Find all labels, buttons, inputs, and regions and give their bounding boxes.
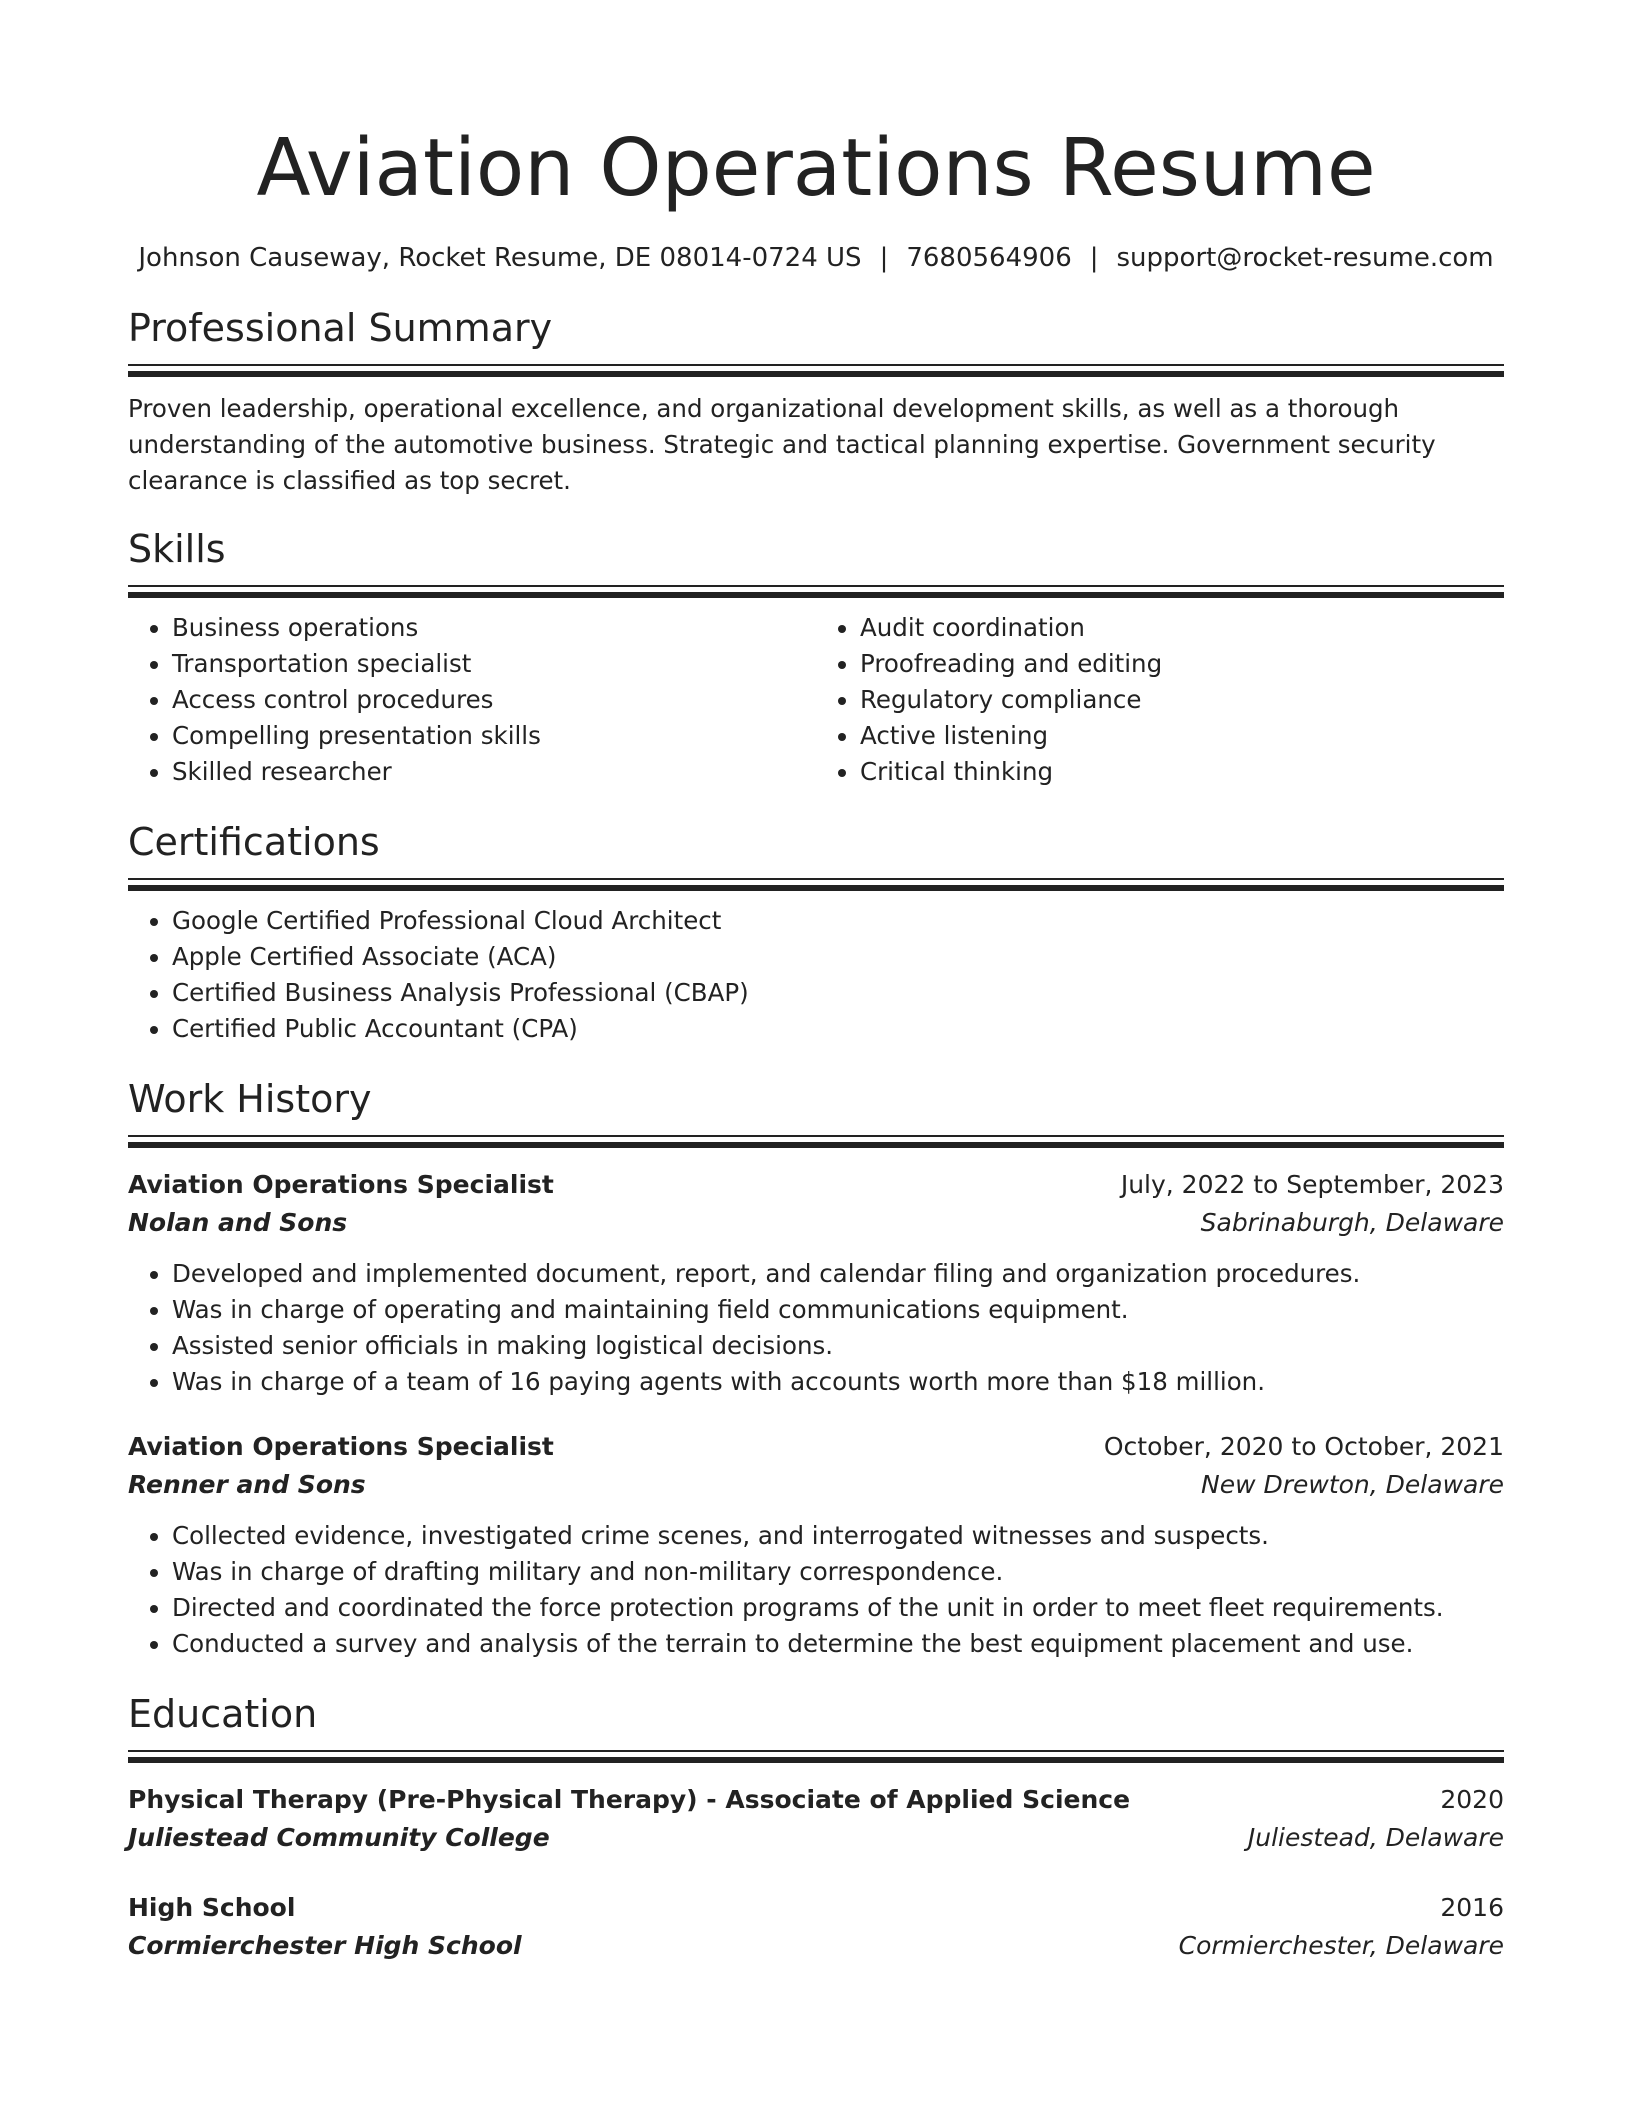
education-school-row <box>128 1819 1504 1857</box>
job-entry <box>128 1166 1504 1400</box>
work-heading: Work History <box>128 1077 372 1121</box>
skills-column-right <box>816 610 1504 790</box>
job-bullet: • Assisted senior officials in making logistical decisions. <box>172 1328 1504 1364</box>
education-location: Cormierchester, Delaware <box>1178 1931 1504 1960</box>
skill-item: • Audit coordination <box>860 610 1504 646</box>
job-location: New Drewton, Delaware <box>1201 1470 1504 1499</box>
contact-phone: 7680564906 <box>906 243 1072 273</box>
job-header-row <box>128 1428 1504 1466</box>
job-dates: July, 2022 to September, 2023 <box>1120 1170 1504 1199</box>
education-entry <box>128 1781 1504 1857</box>
job-company: Nolan and Sons <box>128 1208 348 1237</box>
education-year: 2016 <box>1440 1893 1504 1922</box>
skills-heading: Skills <box>128 527 226 571</box>
section-divider <box>128 1135 1504 1148</box>
certifications-list <box>128 903 1504 1047</box>
job-bullets <box>128 1518 1504 1662</box>
education-section <box>128 1690 1504 1965</box>
job-bullet: • Collected evidence, investigated crime scenes, and interrogated witnesses and suspects. <box>172 1518 1504 1554</box>
job-bullet: • Was in charge of drafting military and non-military correspondence. <box>172 1554 1504 1590</box>
job-company-row <box>128 1466 1504 1504</box>
job-header-row <box>128 1166 1504 1204</box>
job-company-row <box>128 1204 1504 1242</box>
skills-list-left <box>128 610 816 790</box>
skill-item: • Proofreading and editing <box>860 646 1504 682</box>
summary-heading: Professional Summary <box>128 306 553 350</box>
contact-separator: | <box>879 243 889 273</box>
job-entry <box>128 1428 1504 1662</box>
section-divider <box>128 364 1504 377</box>
job-bullets <box>128 1256 1504 1400</box>
certifications-heading: Certifications <box>128 820 380 864</box>
job-company: Renner and Sons <box>128 1470 366 1499</box>
job-title: Aviation Operations Specialist <box>128 1432 554 1461</box>
skill-item: • Active listening <box>860 718 1504 754</box>
contact-address: Johnson Causeway, Rocket Resume, DE 08014-0724 US <box>138 243 862 273</box>
education-degree-row <box>128 1889 1504 1927</box>
certification-item: • Google Certified Professional Cloud Architect <box>172 903 1504 939</box>
education-school: Cormierchester High School <box>128 1931 522 1960</box>
certification-item: • Certified Business Analysis Professional (CBAP) <box>172 975 1504 1011</box>
summary-text: Proven leadership, operational excellence, and organizational development skills, as well as a thorough understanding of the automotive business. Strategic and tactical planning expertise. Government security clearance is classified as top secret. <box>128 394 1436 495</box>
skill-item: • Business operations <box>172 610 816 646</box>
work-section <box>128 1075 1504 1662</box>
education-year: 2020 <box>1440 1785 1504 1814</box>
skills-grid <box>128 610 1504 790</box>
education-school-row <box>128 1927 1504 1965</box>
education-heading: Education <box>128 1692 318 1736</box>
job-bullet: • Was in charge of operating and maintaining field communications equipment. <box>172 1292 1504 1328</box>
job-bullet: • Conducted a survey and analysis of the terrain to determine the best equipment placement and use. <box>172 1626 1504 1662</box>
contact-line <box>128 240 1504 276</box>
job-bullet: • Directed and coordinated the force protection programs of the unit in order to meet fleet requirements. <box>172 1590 1504 1626</box>
contact-separator: | <box>1089 243 1099 273</box>
skill-item: • Transportation specialist <box>172 646 816 682</box>
skills-section <box>128 525 1504 790</box>
summary-section <box>128 304 1504 499</box>
skill-item: • Skilled researcher <box>172 754 816 790</box>
education-entry <box>128 1889 1504 1965</box>
job-dates: October, 2020 to October, 2021 <box>1103 1432 1504 1461</box>
job-bullet: • Was in charge of a team of 16 paying agents with accounts worth more than $18 million. <box>172 1364 1504 1400</box>
education-school: Juliestead Community College <box>128 1823 550 1852</box>
education-degree: High School <box>128 1893 296 1922</box>
job-bullet: • Developed and implemented document, report, and calendar filing and organization procedures. <box>172 1256 1504 1292</box>
resume-title: Aviation Operations Resume <box>256 122 1376 214</box>
contact-email: support@rocket-resume.com <box>1116 243 1494 273</box>
section-divider <box>128 878 1504 891</box>
skill-item: • Compelling presentation skills <box>172 718 816 754</box>
section-divider <box>128 585 1504 598</box>
education-degree: Physical Therapy (Pre-Physical Therapy) - Associate of Applied Science <box>128 1785 1131 1814</box>
section-divider <box>128 1750 1504 1763</box>
skills-column-left <box>128 610 816 790</box>
skills-list-right <box>816 610 1504 790</box>
education-degree-row <box>128 1781 1504 1819</box>
skill-item: • Access control procedures <box>172 682 816 718</box>
job-location: Sabrinaburgh, Delaware <box>1200 1208 1504 1237</box>
job-title: Aviation Operations Specialist <box>128 1170 554 1199</box>
skill-item: • Regulatory compliance <box>860 682 1504 718</box>
education-location: Juliestead, Delaware <box>1247 1823 1504 1852</box>
skill-item: • Critical thinking <box>860 754 1504 790</box>
certifications-section <box>128 818 1504 1047</box>
certification-item: • Certified Public Accountant (CPA) <box>172 1011 1504 1047</box>
certification-item: • Apple Certified Associate (ACA) <box>172 939 1504 975</box>
